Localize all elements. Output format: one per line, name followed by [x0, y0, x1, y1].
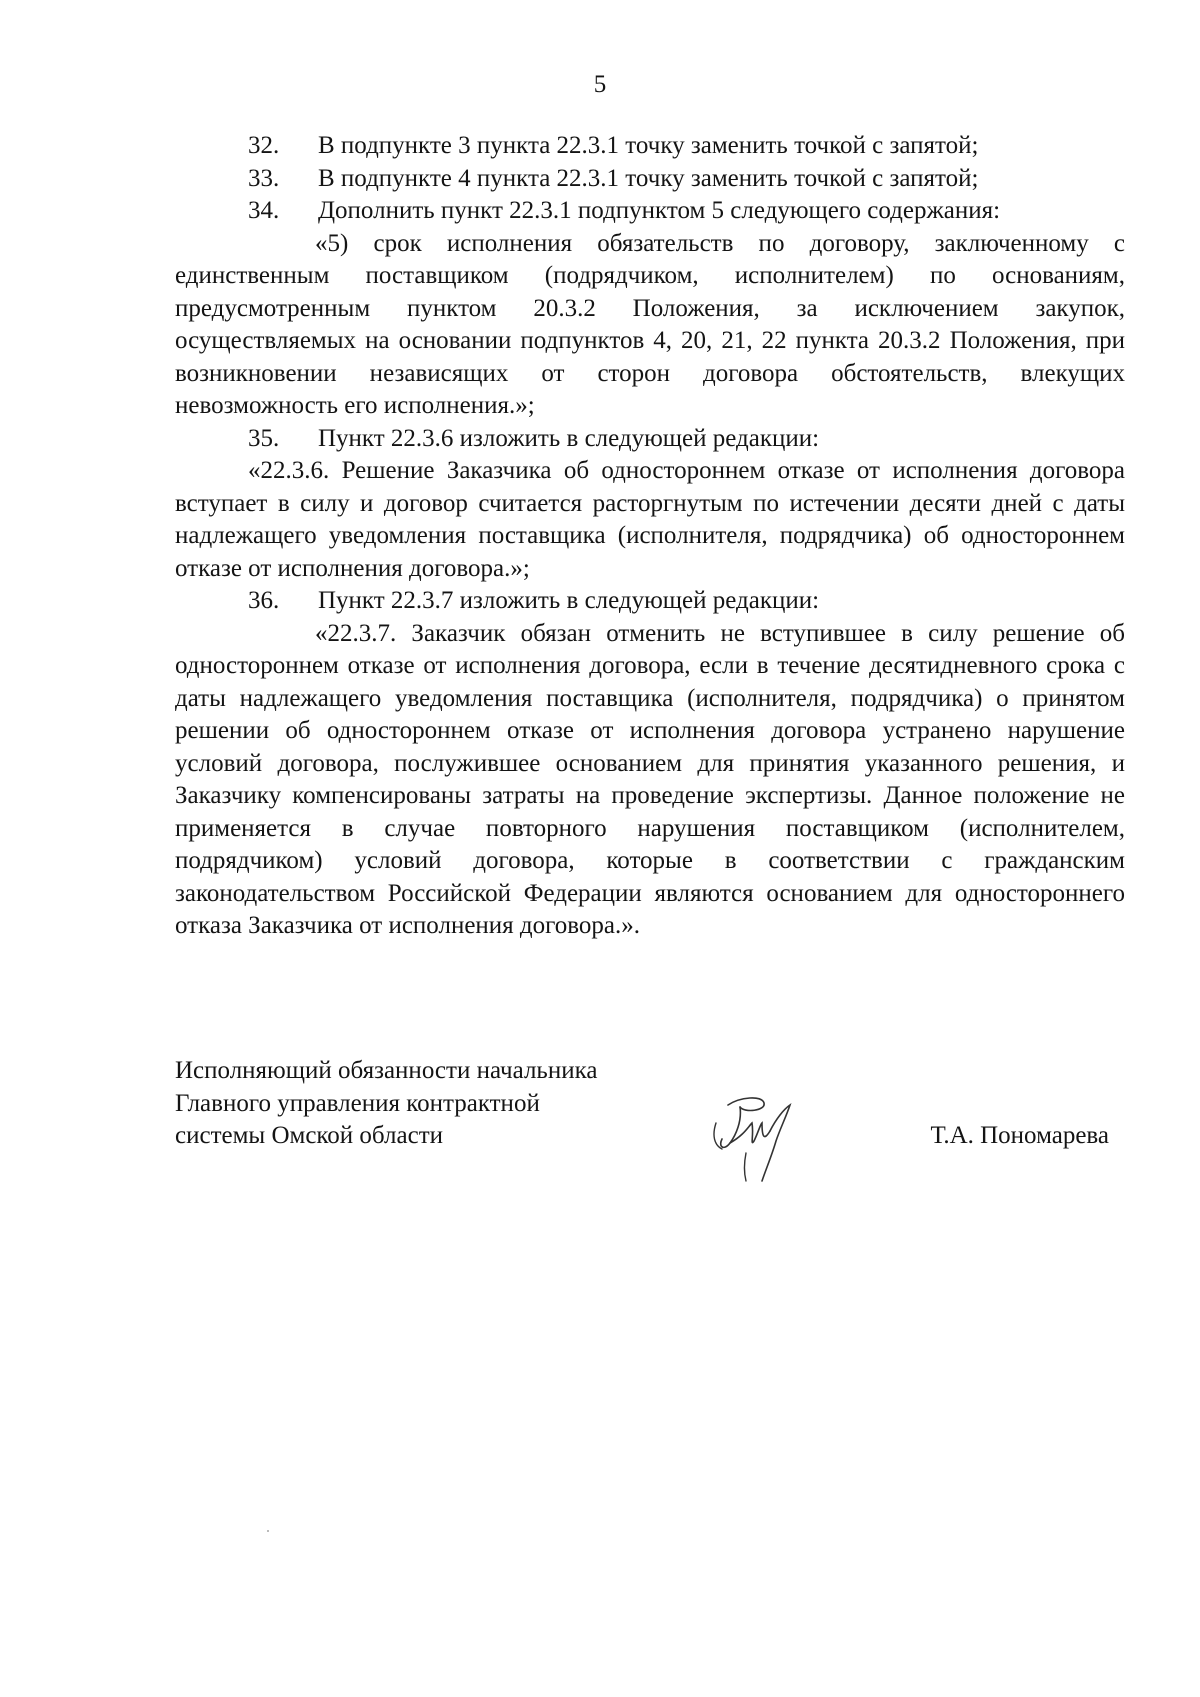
list-item-33 [175, 163, 1125, 196]
item-text: Пункт 22.3.6 изложить в следующей редакции: [318, 424, 820, 452]
quote-22-3-7: «22.3.7. Заказчик обязан отменить не вступившее в силу решение об одностороннем отказе от исполнения договора, если в течение десятидневного срока с даты надлежащего уведомления поставщика (исполнителя, подрядчика) о принятом решении об одностороннем отказе от исполнения договора устранено нарушение условий договора, послужившее основанием для принятия указанного решения, и Заказчику компенсированы затраты на проведение экспертизы. Данное положение не применяется в случае повторного нарушения поставщиком (исполнителем, подрядчиком) условий договора, которые в соответствии с гражданским законодательством Российской Федерации являются основанием для одностороннего отказа Заказчика от исполнения договора.». [175, 619, 1125, 939]
quote-22-3-6: «22.3.6. Решение Заказчика об одностороннем отказе от исполнения договора вступает в силу и договор считается расторгнутым по истечении десяти дней с даты надлежащего уведомления поставщика (исполнителя, подрядчика) об одностороннем отказе от исполнения договора.»; [175, 457, 1125, 582]
document-body [175, 130, 1125, 943]
position-line: системы Омской области [175, 1122, 444, 1149]
signature-block [175, 1055, 1125, 1195]
item-text: В подпункте 3 пункта 22.3.1 точку заменить точкой с запятой; [318, 132, 979, 159]
item-number: 32. [248, 132, 280, 159]
item-number: 35. [248, 424, 280, 452]
item-number: 36. [248, 587, 280, 614]
item-number: 33. [248, 164, 280, 192]
item-text: Пункт 22.3.7 изложить в следующей редакции: [318, 587, 820, 614]
quote-subitem-5: «5) срок исполнения обязательств по договору, заключенному с единственным поставщиком (подрядчиком, исполнителем) по основаниям, предусмотренным пунктом 20.3.2 Положения, за исключением закупок, осуществляемых на основании подпунктов 4, 20, 21, 22 пункта 20.3.2 Положения, при возникновении независящих от сторон договора обстоятельств, влекущих невозможность его исполнения.»; [175, 229, 1125, 419]
list-item-34 [175, 195, 1125, 228]
item-number: 34. [248, 197, 280, 224]
item-text: Дополнить пункт 22.3.1 подпунктом 5 следующего содержания: [318, 197, 1001, 224]
handwritten-signature [700, 1083, 810, 1193]
scan-artifact [267, 1530, 269, 1532]
list-item-32 [175, 130, 1125, 163]
list-item-35 [175, 423, 1125, 456]
list-item-36 [175, 585, 1125, 618]
page-number: 5 [593, 71, 607, 98]
position-line: Исполняющий обязанности начальника [175, 1057, 598, 1084]
position-line: Главного управления контрактной [175, 1089, 540, 1117]
item-text: В подпункте 4 пункта 22.3.1 точку заменить точкой с запятой; [318, 164, 979, 192]
signatory-name: Т.А. Пономарева [930, 1122, 1109, 1149]
signatory-position [175, 1055, 695, 1153]
